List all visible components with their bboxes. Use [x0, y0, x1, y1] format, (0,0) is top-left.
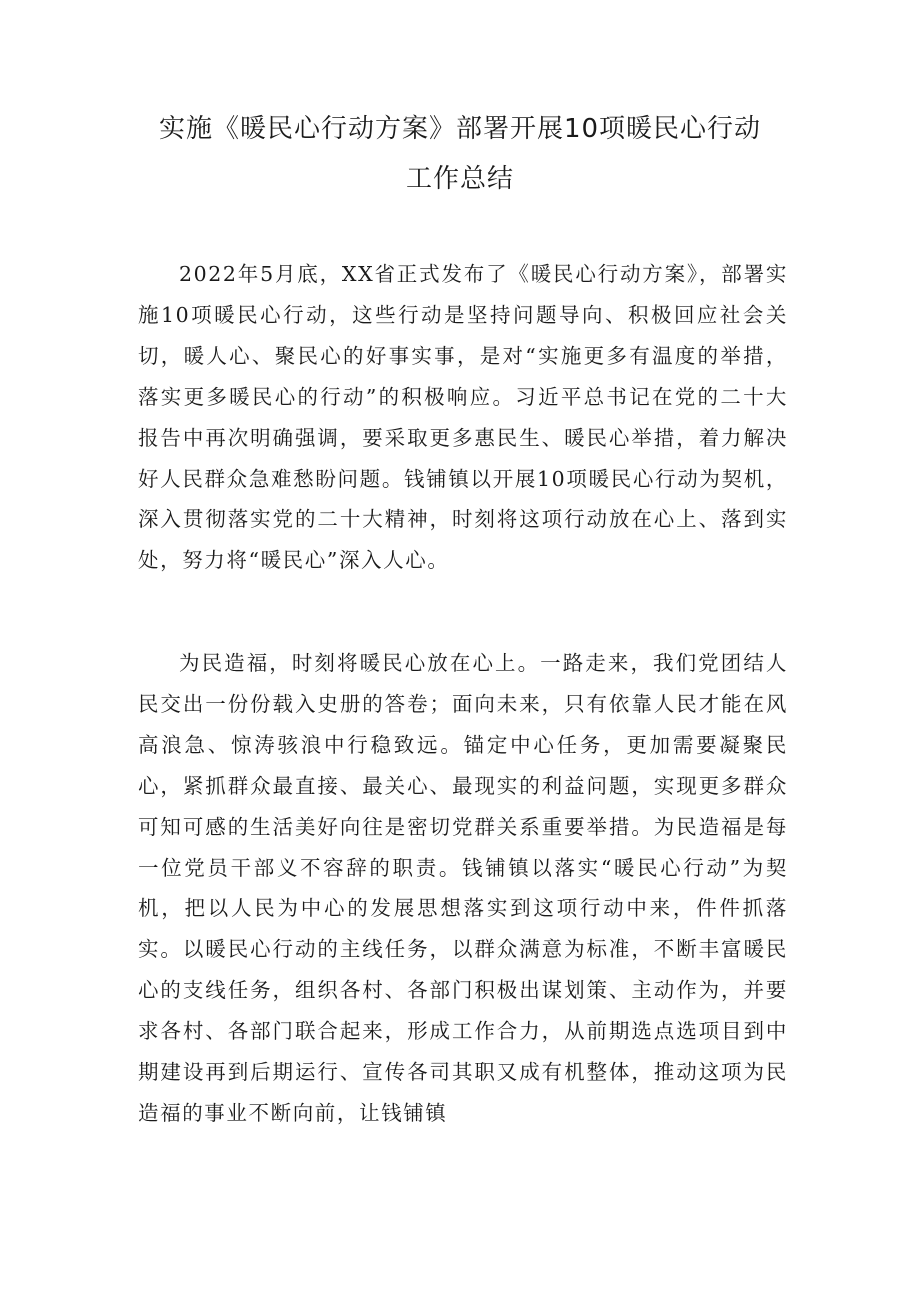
body-paragraph-1: 2022年5月底，XX省正式发布了《暖民心行动方案》，部署实施10项暖民心行动，这些行动是坚持问题导向、积极回应社会关切，暖人心、聚民心的好事实事，是对“实施更多有温度的举措，落实更多暖民心的行动”的积极响应。习近平总书记在党的二十大报告中再次明确强调，要采取更多惠民生、暖民心举措，着力解决好人民群众急难愁盼问题。钱铺镇以开展10项暖民心行动为契机，深入贯彻落实党的二十大精神，时刻将这项行动放在心上、落到实处，努力将“暖民心”深入人心。	[138, 262, 788, 573]
document-title-line-1: 实施《暖民心行动方案》部署开展10项暖民心行动	[158, 114, 762, 144]
document-title-line-2: 工作总结	[405, 164, 514, 194]
body-paragraph-2: 为民造福，时刻将暖民心放在心上。一路走来，我们党团结人民交出一份份载入史册的答卷；面向未来，只有依靠人民才能在风高浪急、惊涛骇浪中行稳致远。锚定中心任务，更加需要凝聚民心，紧抓群众最直接、最关心、最现实的利益问题，实现更多群众可知可感的生活美好向往是密切党群关系重要举措。为民造福是每一位党员干部义不容辞的职责。钱铺镇以落实“暖民心行动”为契机，把以人民为中心的发展思想落实到这项行动中来，件件抓落实。以暖民心行动的主线任务，以群众满意为标准，不断丰富暖民心的支线任务，组织各村、各部门积极出谋划策、主动作为，并要求各村、各部门联合起来，形成工作合力，从前期选点选项目到中期建设再到后期运行、宣传各司其职又成有机整体，推动这项为民造福的事业不断向前，让钱铺镇	[138, 651, 788, 1125]
